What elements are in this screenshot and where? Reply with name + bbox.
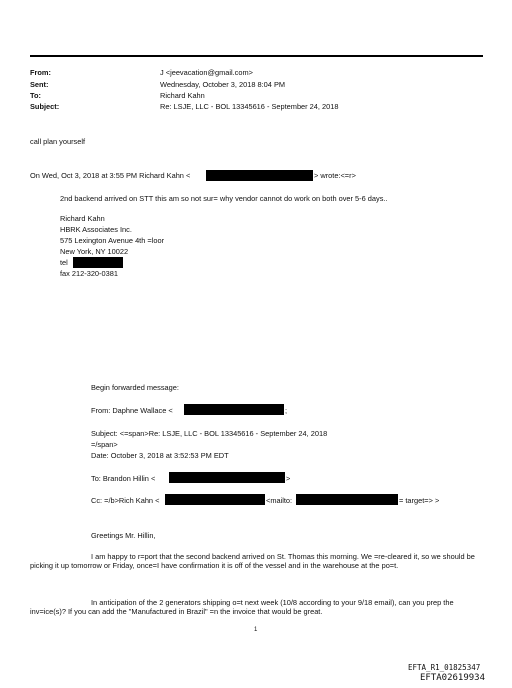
signature-tel-label: tel: [60, 258, 68, 267]
message-paragraph-2: In anticipation of the 2 generators shipping o=t next week (10/8 according to your 9/18 email), can you prep the inv=ice(s)? If you can add the "Manufactured in Brazil" =n the invoice that would be great.: [30, 598, 454, 616]
redaction-block: [184, 404, 284, 415]
subject-label: Subject:: [30, 102, 60, 111]
quote-intro-prefix: On Wed, Oct 3, 2018 at 3:55 PM Richard Kahn <: [30, 171, 191, 180]
from-value: J <jeevacation@gmail.com>: [160, 68, 253, 77]
redaction-block: [296, 494, 398, 505]
signature-name: Richard Kahn: [60, 214, 105, 223]
footer-id-1: EFTA_R1_01825347: [408, 663, 481, 672]
signature-city: New York, NY 10022: [60, 247, 129, 256]
sent-label: Sent:: [30, 80, 49, 89]
subject-value: Re: LSJE, LLC - BOL 13345616 - September 24, 2018: [160, 102, 339, 111]
forwarded-to-prefix: To: Brandon Hillin <: [91, 474, 156, 483]
reply-text: call plan yourself: [30, 137, 86, 146]
footer-id-2: EFTA02619934: [420, 673, 486, 683]
redaction-block: [206, 170, 313, 181]
forwarded-heading: Begin forwarded message:: [91, 383, 179, 392]
page-number: 1: [254, 627, 258, 633]
forwarded-date: Date: October 3, 2018 at 3:52:53 PM EDT: [91, 451, 229, 460]
signature-fax: fax 212-320-0381: [60, 269, 118, 278]
forwarded-cc-suffix: = target=> >: [399, 496, 440, 505]
quote-intro-suffix: > wrote:<=r>: [314, 171, 356, 180]
forwarded-from-prefix: From: Daphne Wallace <: [91, 406, 173, 415]
forwarded-cc-prefix: Cc: =/b>Rich Kahn <: [91, 496, 160, 505]
from-label: From:: [30, 68, 51, 77]
to-label: To:: [30, 91, 41, 100]
forwarded-subject-line2: =/span>: [91, 440, 118, 449]
message-greeting: Greetings Mr. Hillin,: [91, 531, 156, 540]
quote-body: 2nd backend arrived on STT this am so not sur= why vendor cannot do work on both over 5-6 days..: [60, 194, 388, 203]
to-value: Richard Kahn: [160, 91, 205, 100]
signature-address: 575 Lexington Avenue 4th =loor: [60, 236, 165, 245]
sent-value: Wednesday, October 3, 2018 8:04 PM: [160, 80, 286, 89]
redaction-block: [165, 494, 265, 505]
redaction-block: [169, 472, 285, 483]
forwarded-cc-mailto: <mailto:: [266, 496, 293, 505]
header-rule: [30, 55, 483, 57]
forwarded-from-suffix: ;: [285, 406, 288, 415]
message-paragraph-1: I am happy to r=port that the second backend arrived on St. Thomas this morning. We =re-cleared it, so we should be picking it up tomorrow or Friday, once=I have confirmation it is off of the vessel and in the warehouse at the po=t.: [30, 552, 475, 570]
redaction-block: [73, 257, 123, 268]
signature-company: HBRK Associates Inc.: [60, 225, 132, 234]
forwarded-to-suffix: >: [286, 474, 291, 483]
forwarded-subject-line1: Subject: <=span>Re: LSJE, LLC - BOL 13345616 - September 24, 2018: [91, 429, 328, 438]
